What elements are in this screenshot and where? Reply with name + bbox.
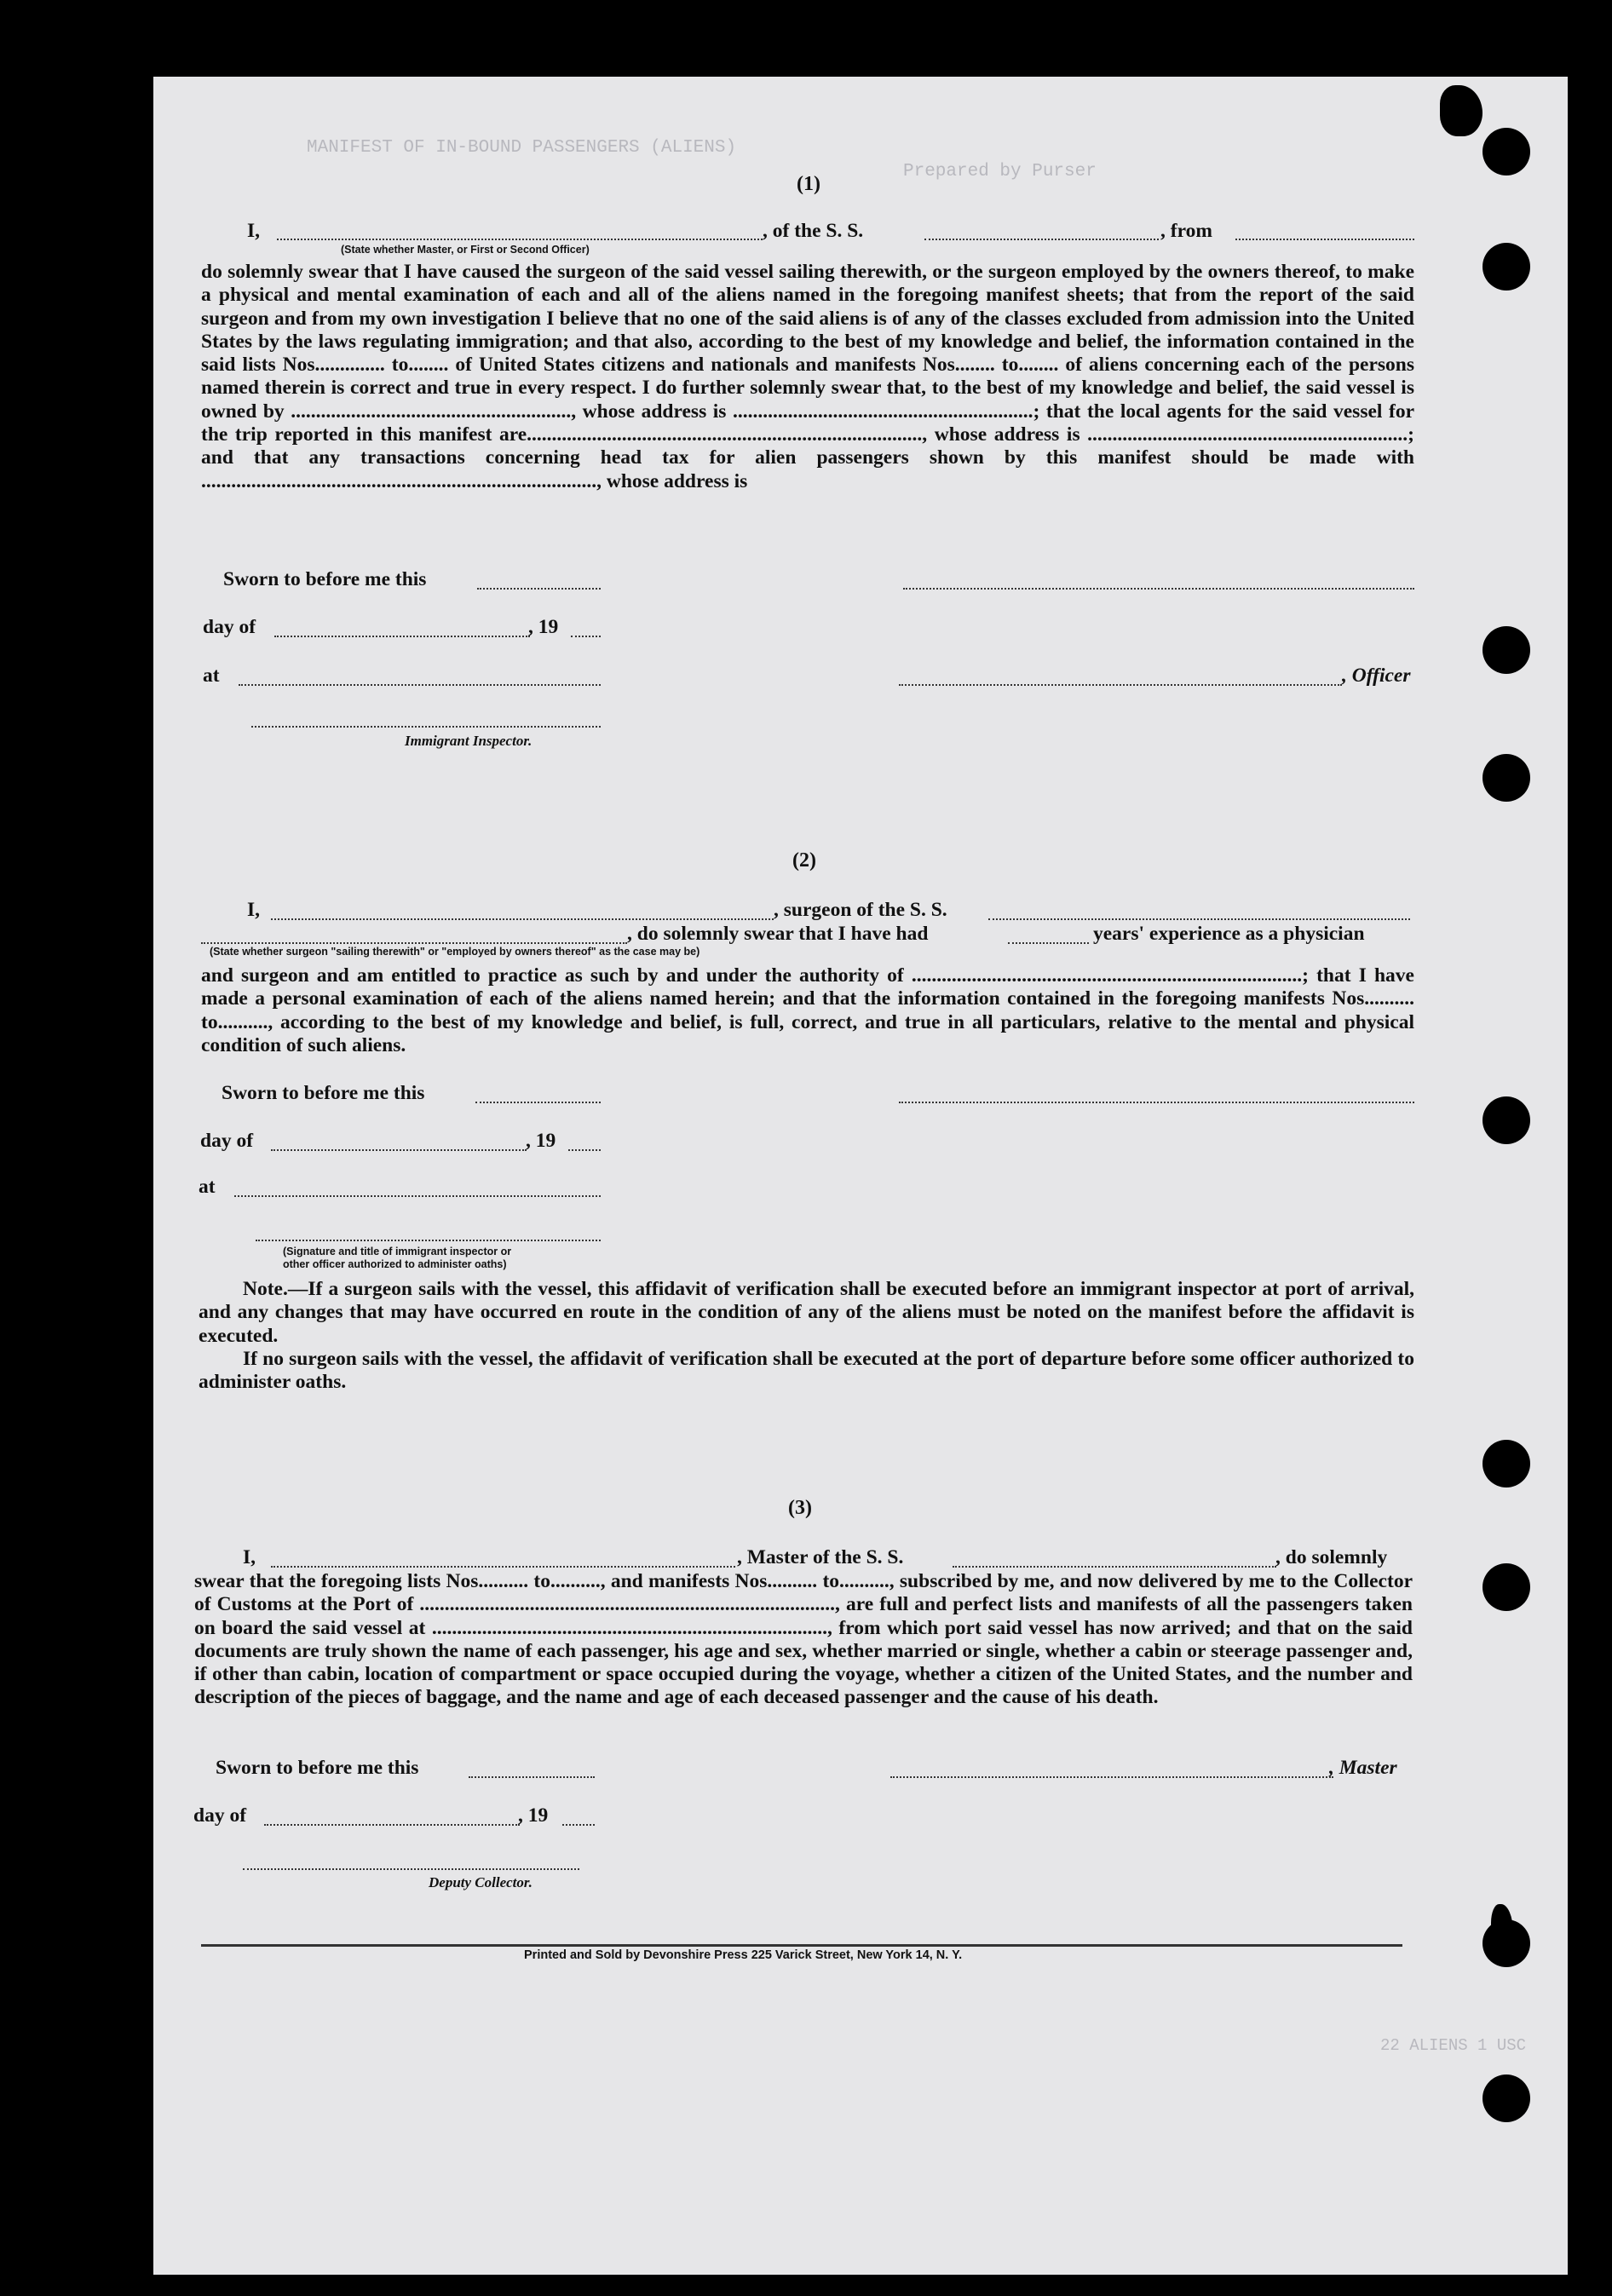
officer-field-1[interactable] <box>899 684 1342 686</box>
year-field-2[interactable] <box>568 1149 601 1151</box>
day-of-label-3: day of <box>193 1804 247 1827</box>
punch-hole <box>1482 128 1530 176</box>
at-label-1: at <box>203 665 220 687</box>
note-paragraph-2: If no surgeon sails with the vessel, the affidavit of verification shall be executed at the port of departure before some officer authorized to administer oaths. <box>199 1347 1414 1394</box>
section-2-oath-text: and surgeon and am entitled to practice as such by and under the authority of ..............................................................................; that I have made a personal examination of each of the aliens named herein; and that the information contained in the foregoing manifests Nos.......... to.........., according to the best of my knowledge and belief, is full, correct, and true in all particulars, relative to the mental and physical condition of such aliens. <box>201 964 1414 1056</box>
bleed-through-prepared: Prepared by Purser <box>903 162 1097 181</box>
master-label: , Master <box>1329 1757 1397 1779</box>
collector-caption: Deputy Collector. <box>429 1874 533 1890</box>
section-1-from-label: , from <box>1160 220 1212 242</box>
surgeon-name-field[interactable] <box>271 918 774 920</box>
punch-hole <box>1482 626 1530 674</box>
year-label-3: , 19 <box>518 1804 549 1827</box>
years-experience-field[interactable] <box>1008 942 1089 944</box>
section-1-oath-opening <box>247 220 260 243</box>
surgeon-type-field[interactable] <box>201 942 627 944</box>
ink-blot <box>1440 85 1482 136</box>
collector-signature-line[interactable] <box>243 1868 579 1870</box>
surgeon-swear-label: , do solemnly swear that I have had <box>627 923 929 945</box>
day-field-2[interactable] <box>271 1149 527 1151</box>
section-3-body <box>194 1570 1413 1710</box>
at-label-2: at <box>199 1176 216 1198</box>
years-experience-label: years' experience as a physician <box>1093 923 1365 945</box>
sworn-date-field-2[interactable] <box>475 1102 601 1103</box>
section-1-vessel-label: , of the S. S. <box>763 220 864 242</box>
year-field-1[interactable] <box>571 636 601 637</box>
section-3-oath-text: swear that the foregoing lists Nos.......... to.........., and manifests Nos.......... to.........., subscribed by me, and now delivered by me to the Collector of Customs at the Port of ..................................................................................., are full and perfect lists and manifests of all the passengers taken on board the said vessel at ..............................................................................., from which port said vessel has now arrived; and that on the said documents are truly shown the name of each passenger, his age and sex, whether married or single, whether a cabin or steerage passenger and, if other than cabin, location of compartment or space occupied during the voyage, whether a citizen of the United States, and the number and description of the pieces of baggage, and the name and age of each deceased passenger and the cause of his death. <box>194 1570 1413 1709</box>
officer-signature-line-1[interactable] <box>903 588 1414 590</box>
punch-hole <box>1482 1440 1530 1488</box>
note-block <box>199 1278 1414 1394</box>
sworn-date-field-1[interactable] <box>477 588 601 590</box>
punch-hole <box>1482 1096 1530 1144</box>
day-field-3[interactable] <box>264 1824 520 1826</box>
signature-caption-1: (Signature and title of immigrant inspector or <box>283 1246 512 1257</box>
inspector-signature-line[interactable] <box>251 726 601 728</box>
section-1-body <box>201 261 1414 493</box>
surgeon-vessel-label: , surgeon of the S. S. <box>774 899 947 921</box>
at-field-1[interactable] <box>239 684 601 686</box>
section-1-number: (1) <box>797 173 820 195</box>
ink-blot <box>1491 1904 1513 1955</box>
printer-imprint: Printed and Sold by Devonshire Press 225 Varick Street, New York 14, N. Y. <box>524 1948 963 1962</box>
year-label-1: , 19 <box>528 616 559 638</box>
surgeon-caption: (State whether surgeon "sailing therewith" or "employed by owners thereof" as the case may be) <box>210 946 700 958</box>
punch-hole <box>1482 2074 1530 2122</box>
master-vessel-label: , Master of the S. S. <box>737 1546 904 1568</box>
sworn-label-3: Sworn to before me this <box>216 1757 419 1779</box>
officer-caption: (State whether Master, or First or Second Officer) <box>341 244 590 256</box>
bleed-through-side-note: 22 ALIENS 1 USC <box>1380 2036 1527 2055</box>
section-3-number: (3) <box>788 1497 812 1519</box>
surgeon-signature-line[interactable] <box>899 1102 1414 1103</box>
departure-port-field[interactable] <box>1235 239 1414 240</box>
year-label-2: , 19 <box>526 1130 556 1152</box>
section-1-prefix: I, <box>247 220 261 242</box>
year-field-3[interactable] <box>562 1824 595 1826</box>
punch-hole <box>1482 754 1530 802</box>
surgeon-vessel-field[interactable] <box>988 918 1410 920</box>
section-2-number: (2) <box>792 849 816 872</box>
section-2-prefix: I, <box>247 899 261 921</box>
sworn-date-field-3[interactable] <box>469 1776 595 1778</box>
sworn-label-1: Sworn to before me this <box>223 568 427 590</box>
day-field-1[interactable] <box>274 636 530 637</box>
master-signature-line[interactable] <box>890 1776 1333 1778</box>
section-2-body <box>201 964 1414 1057</box>
bleed-through-header: MANIFEST OF IN-BOUND PASSENGERS (ALIENS) <box>307 138 737 158</box>
vessel-name-field[interactable] <box>924 239 1159 240</box>
do-solemnly-label: , do solemnly <box>1275 1546 1388 1568</box>
master-name-field[interactable] <box>271 1566 735 1568</box>
punch-hole <box>1482 243 1530 291</box>
inspector-caption: Immigrant Inspector. <box>405 733 533 749</box>
punch-hole <box>1482 1563 1530 1611</box>
day-of-label-1: day of <box>203 616 256 638</box>
signature-caption-2: other officer authorized to administer oaths) <box>283 1258 507 1270</box>
note-paragraph-1: Note.—If a surgeon sails with the vessel, this affidavit of verification shall be executed before an immigrant inspector at port of arrival, and any changes that may have occurred en route in the condition of any of the aliens must be noted on the manifest before the affidavit is executed. <box>199 1278 1414 1347</box>
master-vessel-field[interactable] <box>953 1566 1276 1568</box>
day-of-label-2: day of <box>200 1130 254 1152</box>
officer-name-field[interactable] <box>277 239 763 240</box>
sworn-label-2: Sworn to before me this <box>222 1082 425 1104</box>
officer-label-1: , Officer <box>1342 665 1411 687</box>
footer-rule <box>201 1944 1402 1947</box>
section-1-oath-text: do solemnly swear that I have caused the surgeon of the said vessel sailing therewith, or the surgeon employed by the owners thereof, to make a physical and mental examination of each and all of the aliens named in the foregoing manifest sheets; that from the report of the said surgeon and from my own investigation I believe that no one of the said aliens is of any of the classes excluded from admission into the United States by the laws regulating immigration; and that also, according to the best of my knowledge and belief, the information contained in the said lists Nos.............. to........ of United States citizens and nationals and manifests Nos........ to........ of aliens concerning each of the persons named therein is correct and true in every respect. I do further solemnly swear that, to the best of my knowledge and belief, the said vessel is owned by ........................................................, whose address is ............................................................; that the local agents for the said vessel for the trip reported in this manifest are..............................................................................., whose address is ................................................................; and that any transactions concerning head tax for alien passengers shown by this manifest should be made with ..............................................................................., whose address is <box>201 261 1414 492</box>
section-3-prefix: I, <box>243 1546 256 1568</box>
at-field-2[interactable] <box>234 1195 601 1197</box>
inspector-signature-line-2[interactable] <box>256 1240 601 1241</box>
